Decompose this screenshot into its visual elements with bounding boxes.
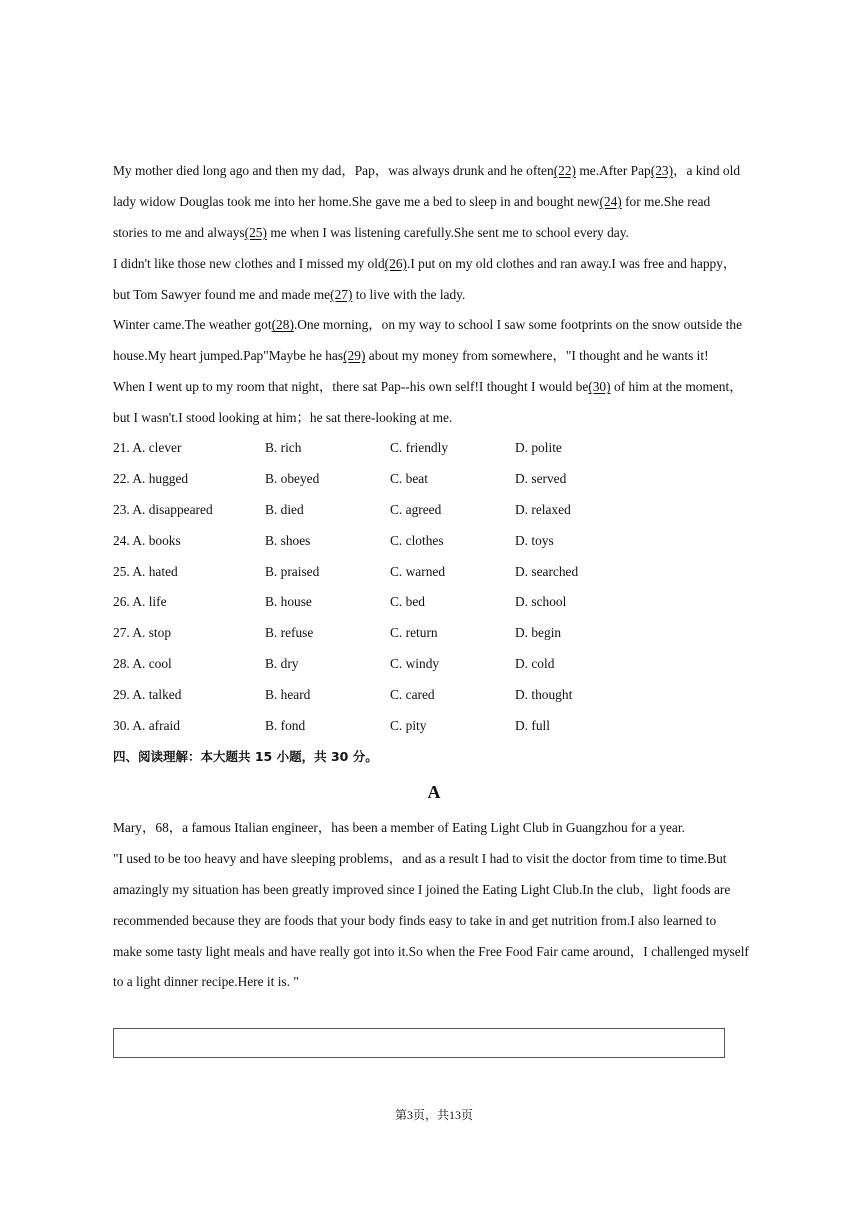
answer-option: 27. A. stop bbox=[113, 625, 172, 641]
blank-number: (25) bbox=[244, 224, 267, 240]
passage-text: Winter came.The weather got bbox=[113, 317, 272, 333]
question-row bbox=[113, 587, 763, 618]
reading-line: recommended because they are foods that your body finds easy to take in and get nutrition from.I also learned to bbox=[113, 912, 717, 928]
answer-option: D. begin bbox=[515, 625, 562, 641]
blank-number: (30) bbox=[588, 379, 611, 395]
passage-text: me when I was listening carefully.She sent me to school every day. bbox=[266, 224, 629, 240]
answer-option: B. dry bbox=[265, 656, 299, 672]
question-row bbox=[113, 680, 763, 711]
answer-option: C. cared bbox=[390, 687, 435, 703]
recipe-box bbox=[113, 1028, 725, 1058]
answer-option: D. relaxed bbox=[515, 501, 571, 517]
passage-text: stories to me and always bbox=[113, 224, 245, 240]
answer-option: D. school bbox=[515, 594, 567, 610]
answer-option: 26. A. life bbox=[113, 594, 167, 610]
passage-line bbox=[113, 187, 763, 218]
question-row bbox=[113, 618, 763, 649]
passage-text: about my money from somewhere，"I thought and he wants it! bbox=[365, 348, 709, 364]
answer-option: C. clothes bbox=[390, 532, 444, 548]
part-title: A bbox=[427, 782, 441, 802]
question-row bbox=[113, 464, 763, 495]
blank-number: (27) bbox=[330, 286, 353, 302]
passage-text: .One morning，on my way to school I saw some footprints on the snow outside the bbox=[293, 317, 743, 333]
passage-line bbox=[113, 341, 763, 372]
blank-number: (23) bbox=[650, 163, 674, 178]
answer-option: D. polite bbox=[515, 440, 562, 455]
reading-line: amazingly my situation has been greatly improved since I joined the Eating Light Club.In the club，light foods are bbox=[113, 881, 731, 897]
answer-option: C. warned bbox=[390, 563, 446, 579]
answer-option: D. served bbox=[515, 470, 567, 486]
answer-option: 28. A. cool bbox=[113, 656, 172, 672]
answer-option: 25. A. hated bbox=[113, 563, 178, 579]
question-row bbox=[113, 526, 763, 557]
passage-line bbox=[113, 280, 763, 311]
answer-option: 30. A. afraid bbox=[113, 718, 180, 734]
answer-option: C. agreed bbox=[390, 501, 442, 517]
answer-option: D. cold bbox=[515, 656, 555, 672]
cloze-passage bbox=[113, 156, 763, 434]
answer-option: B. house bbox=[265, 594, 312, 610]
passage-line bbox=[113, 218, 763, 249]
answer-option: B. rich bbox=[265, 440, 302, 455]
passage-line bbox=[113, 372, 763, 403]
question-row bbox=[113, 649, 763, 680]
answer-option: B. died bbox=[265, 501, 304, 517]
answer-option: B. obeyed bbox=[265, 470, 320, 486]
blank-number: (22) bbox=[553, 163, 576, 178]
answer-option: D. searched bbox=[515, 563, 579, 579]
reading-line: make some tasty light meals and have really got into it.So when the Free Food Fair came around，I challenged myself bbox=[113, 943, 749, 959]
answer-option: B. shoes bbox=[265, 532, 311, 548]
answer-option: C. pity bbox=[390, 718, 427, 734]
reading-line: to a light dinner recipe.Here it is. " bbox=[113, 974, 299, 990]
answer-option: C. friendly bbox=[390, 440, 449, 455]
cloze-options bbox=[113, 433, 763, 742]
passage-line bbox=[113, 403, 763, 434]
answer-option: B. refuse bbox=[265, 625, 314, 641]
answer-option: 29. A. talked bbox=[113, 687, 182, 703]
section-heading: 四、阅读理解：本大题共 15 小题，共 30 分。 bbox=[113, 749, 378, 764]
reading-line: Mary，68，a famous Italian engineer，has been a member of Eating Light Club in Guangzhou for a year. bbox=[113, 820, 685, 835]
question-row bbox=[113, 433, 763, 464]
passage-text: My mother died long ago and then my dad，Pap，was always drunk and he often bbox=[113, 163, 554, 178]
passage-line bbox=[113, 156, 763, 187]
answer-option: B. fond bbox=[265, 718, 306, 734]
answer-option: D. full bbox=[515, 718, 550, 734]
passage-text: but I wasn't.I stood looking at him；he sat there-looking at me. bbox=[113, 410, 453, 426]
passage-text: me.After Pap bbox=[576, 163, 651, 178]
passage-text: ，a kind old bbox=[673, 163, 741, 178]
blank-number: (29) bbox=[343, 348, 366, 364]
blank-number: (24) bbox=[599, 193, 622, 209]
passage-text: to live with the lady. bbox=[352, 286, 466, 302]
passage-line bbox=[113, 249, 763, 280]
answer-option: C. beat bbox=[390, 470, 428, 486]
answer-option: C. bed bbox=[390, 594, 425, 610]
answer-option: B. praised bbox=[265, 563, 320, 579]
passage-text: for me.She read bbox=[621, 193, 711, 209]
passage-text: house.My heart jumped.Pap"Maybe he has bbox=[113, 348, 344, 364]
answer-option: B. heard bbox=[265, 687, 311, 703]
answer-option: C. windy bbox=[390, 656, 440, 672]
answer-option: 23. A. disappeared bbox=[113, 501, 213, 517]
answer-option: D. thought bbox=[515, 687, 573, 703]
question-row bbox=[113, 711, 763, 742]
answer-option: 24. A. books bbox=[113, 532, 181, 548]
reading-passage bbox=[113, 813, 763, 998]
passage-text: but Tom Sawyer found me and made me bbox=[113, 286, 331, 302]
question-row bbox=[113, 557, 763, 588]
answer-option: C. return bbox=[390, 625, 438, 641]
blank-number: (28) bbox=[271, 317, 294, 333]
passage-text: lady widow Douglas took me into her home.She gave me a bed to sleep in and bought new bbox=[113, 193, 600, 209]
question-row bbox=[113, 495, 763, 526]
passage-text: of him at the moment， bbox=[610, 379, 743, 395]
passage-text: I didn't like those new clothes and I missed my old bbox=[113, 255, 385, 271]
passage-text: When I went up to my room that night，there sat Pap--his own self!I thought I would be bbox=[113, 379, 589, 395]
page-footer: 第3页，共13页 bbox=[394, 1108, 473, 1122]
answer-option: 22. A. hugged bbox=[113, 470, 189, 486]
passage-line bbox=[113, 310, 763, 341]
answer-option: D. toys bbox=[515, 532, 554, 548]
answer-option: 21. A. clever bbox=[113, 440, 182, 455]
passage-text: .I put on my old clothes and ran away.I was free and happy， bbox=[406, 255, 737, 271]
reading-line: "I used to be too heavy and have sleeping problems，and as a result I had to visit the doctor from time to time.But bbox=[113, 850, 727, 866]
blank-number: (26) bbox=[384, 255, 407, 271]
